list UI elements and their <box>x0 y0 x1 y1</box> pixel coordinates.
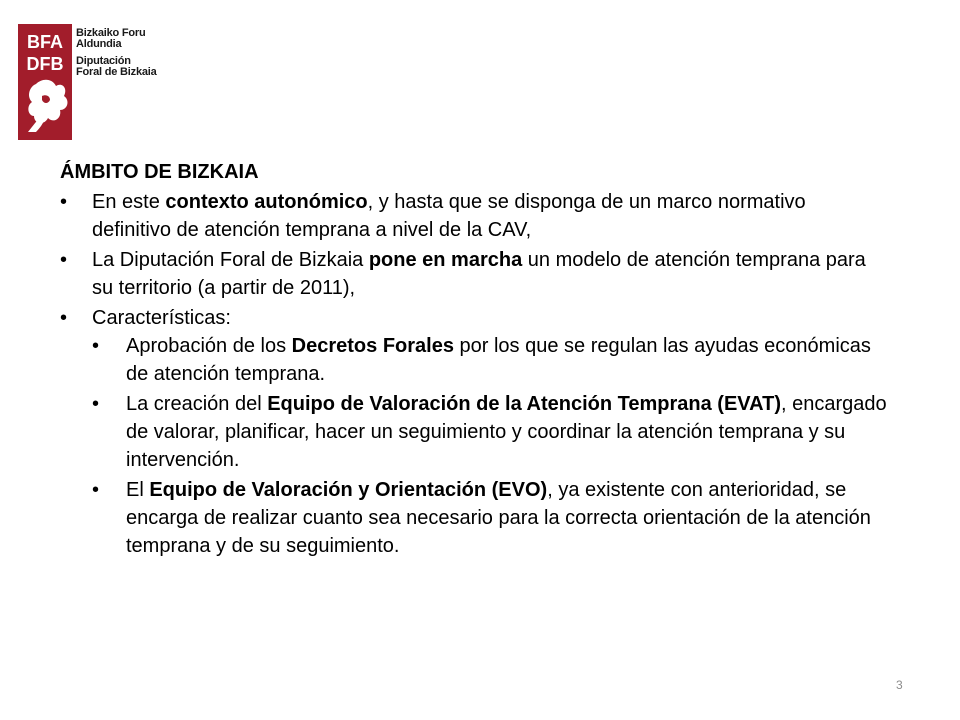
logo-line-2: Aldundia <box>76 38 122 50</box>
sub-bold: Equipo de Valoración y Orientación (EVO) <box>149 479 548 501</box>
oak-leaf-logo-icon <box>18 24 72 140</box>
bullet-list <box>60 188 890 560</box>
bullet-item-caracteristicas <box>60 304 890 560</box>
sub-item-evat <box>92 390 890 474</box>
page-number: 3 <box>896 678 903 692</box>
sub-text: por los que se regulan las ayudas económicas de atención temprana. <box>126 335 871 385</box>
sub-bullet-icon: • <box>92 393 100 415</box>
logo-line-4: Foral de Bizkaia <box>76 66 157 78</box>
bullet-bold: pone en marcha <box>368 249 523 271</box>
sub-text: , encargado de valorar, planificar, hacer un seguimiento y coordinar la atención temprana y su intervención. <box>126 393 887 471</box>
logo-line-1: Bizkaiko Foru <box>76 27 146 39</box>
logo-wordmark <box>76 28 186 78</box>
sub-bullet-icon: • <box>92 335 100 357</box>
sub-bold: Decretos Forales <box>291 335 454 357</box>
sub-text: Aprobación de los <box>126 335 292 357</box>
sub-bold: Equipo de Valoración de la Atención Temprana (EVAT) <box>267 393 781 415</box>
bullet-icon: • <box>60 249 68 271</box>
slide-heading: ÁMBITO DE BIZKAIA <box>60 161 259 183</box>
bullet-text: Características: <box>92 307 231 329</box>
logo-line-3: Diputación <box>76 55 131 67</box>
bullet-text: , y hasta que se disponga de un marco normativo definitivo de atención temprana a nivel de la CAV, <box>92 191 806 241</box>
sub-item-evo <box>92 476 890 560</box>
sub-bullet-icon: • <box>92 479 100 501</box>
sub-text: El <box>126 479 150 501</box>
bullet-bold: contexto autonómico <box>165 191 368 213</box>
bullet-icon: • <box>60 307 68 329</box>
logo-mark-top: BFA <box>27 32 63 52</box>
sub-text: , ya existente con anterioridad, se encarga de realizar cuanto sea necesario para la correcta orientación de la atención temprana y de su seguimiento. <box>126 479 871 557</box>
slide-body <box>60 158 890 562</box>
bullet-text: un modelo de atención temprana para su territorio (a partir de 2011), <box>92 249 866 299</box>
logo-mark-bottom: DFB <box>26 54 64 74</box>
sub-bullet-list <box>92 332 890 560</box>
bullet-item-context <box>60 188 890 244</box>
bullet-item-diputacion <box>60 246 890 302</box>
sub-text: La creación del <box>126 393 268 415</box>
bfa-dfb-logo <box>18 24 178 146</box>
bullet-text: La Diputación Foral de Bizkaia <box>92 249 369 271</box>
bullet-icon: • <box>60 191 68 213</box>
sub-item-decretos <box>92 332 890 388</box>
bullet-text: En este <box>92 191 166 213</box>
